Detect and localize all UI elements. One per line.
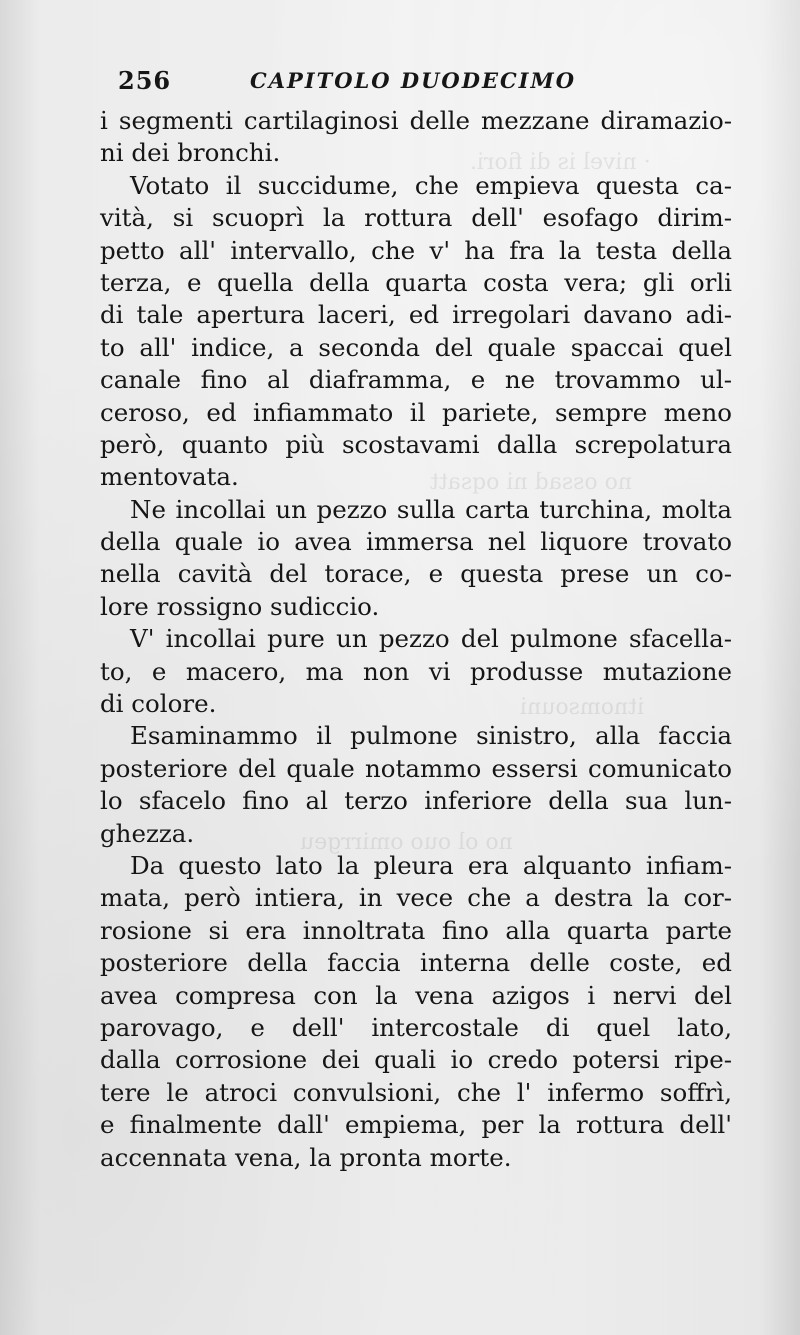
text-line: Da questo lato la pleura era alquanto infiam- bbox=[130, 850, 732, 880]
paragraph bbox=[100, 623, 732, 720]
page-header bbox=[118, 62, 678, 102]
text-line: della quale io avea immersa nel liquore trovato bbox=[100, 527, 732, 557]
text-line: posteriore del quale notammo essersi comunicato bbox=[100, 753, 732, 783]
paragraph bbox=[100, 170, 732, 494]
text-line: di tale apertura laceri, ed irregolari davano adi- bbox=[100, 300, 732, 330]
text-line: i segmenti cartilaginosi delle mezzane diramazio- bbox=[100, 106, 732, 135]
text-line: Esaminammo il pulmone sinistro, alla faccia bbox=[130, 721, 732, 751]
text-line: terza, e quella della quarta costa vera; gli orli bbox=[100, 267, 732, 297]
text-line: canale fino al diaframma, e ne trovammo ul- bbox=[100, 365, 732, 395]
text-line: dalla corrosione dei quali io credo potersi ripe- bbox=[100, 1045, 732, 1075]
text-line: vità, si scuoprì la rottura dell' esofago dirim- bbox=[100, 203, 732, 233]
text-line: to all' indice, a seconda del quale spaccai quel bbox=[100, 332, 732, 362]
body-text bbox=[100, 105, 732, 1174]
text-line: Votato il succidume, che empieva questa ca- bbox=[130, 170, 732, 200]
text-line: lore rossigno sudiccio. bbox=[100, 591, 380, 621]
text-line: lo sfacelo fino al terzo inferiore della sua lun- bbox=[100, 786, 732, 816]
text-line: mentovata. bbox=[100, 462, 239, 492]
running-head: CAPITOLO DUODECIMO bbox=[250, 68, 577, 93]
text-line: accennata vena, la pronta morte. bbox=[100, 1142, 512, 1172]
text-line: petto all' intervallo, che v' ha fra la testa della bbox=[100, 235, 732, 265]
text-line: però, quanto più scostavami dalla screpolatura bbox=[100, 429, 732, 459]
text-line: to, e macero, ma non vi produsse mutazione bbox=[100, 656, 732, 686]
paragraph bbox=[100, 850, 732, 1174]
text-line: tere le atroci convulsioni, che l' infermo soffrì, bbox=[100, 1077, 732, 1107]
text-line: parovago, e dell' intercostale di quel lato, bbox=[100, 1012, 732, 1042]
page-number: 256 bbox=[118, 66, 172, 95]
show-through-text: itnomsouni bbox=[520, 695, 645, 720]
text-line: di colore. bbox=[100, 689, 217, 719]
show-through-text: · nivel is di fiori. bbox=[470, 150, 651, 175]
text-line: mata, però intiera, in vece che a destra la cor- bbox=[100, 883, 732, 913]
text-line: V' incollai pure un pezzo del pulmone sfacella- bbox=[130, 624, 732, 654]
text-line: posteriore della faccia interna delle coste, ed bbox=[100, 948, 732, 978]
paragraph bbox=[100, 105, 732, 170]
text-line: ceroso, ed infiammato il pariete, sempre meno bbox=[100, 397, 732, 427]
show-through-text: no ol ouo omirrgeu bbox=[300, 830, 513, 855]
text-line: avea compresa con la vena azigos i nervi del bbox=[100, 980, 732, 1010]
text-line: rosione si era innoltrata fino alla quarta parte bbox=[100, 915, 732, 945]
paragraph bbox=[100, 720, 732, 850]
text-line: ghezza. bbox=[100, 818, 195, 848]
text-line: nella cavità del torace, e questa prese un co- bbox=[100, 559, 732, 589]
text-line: Ne incollai un pezzo sulla carta turchina, molta bbox=[130, 494, 732, 524]
paragraph bbox=[100, 494, 732, 624]
show-through-text: no ossad ni oqsatt bbox=[430, 470, 633, 495]
text-line: e finalmente dall' empiema, per la rottura dell' bbox=[100, 1110, 732, 1140]
text-line: ni dei bronchi. bbox=[100, 138, 281, 168]
